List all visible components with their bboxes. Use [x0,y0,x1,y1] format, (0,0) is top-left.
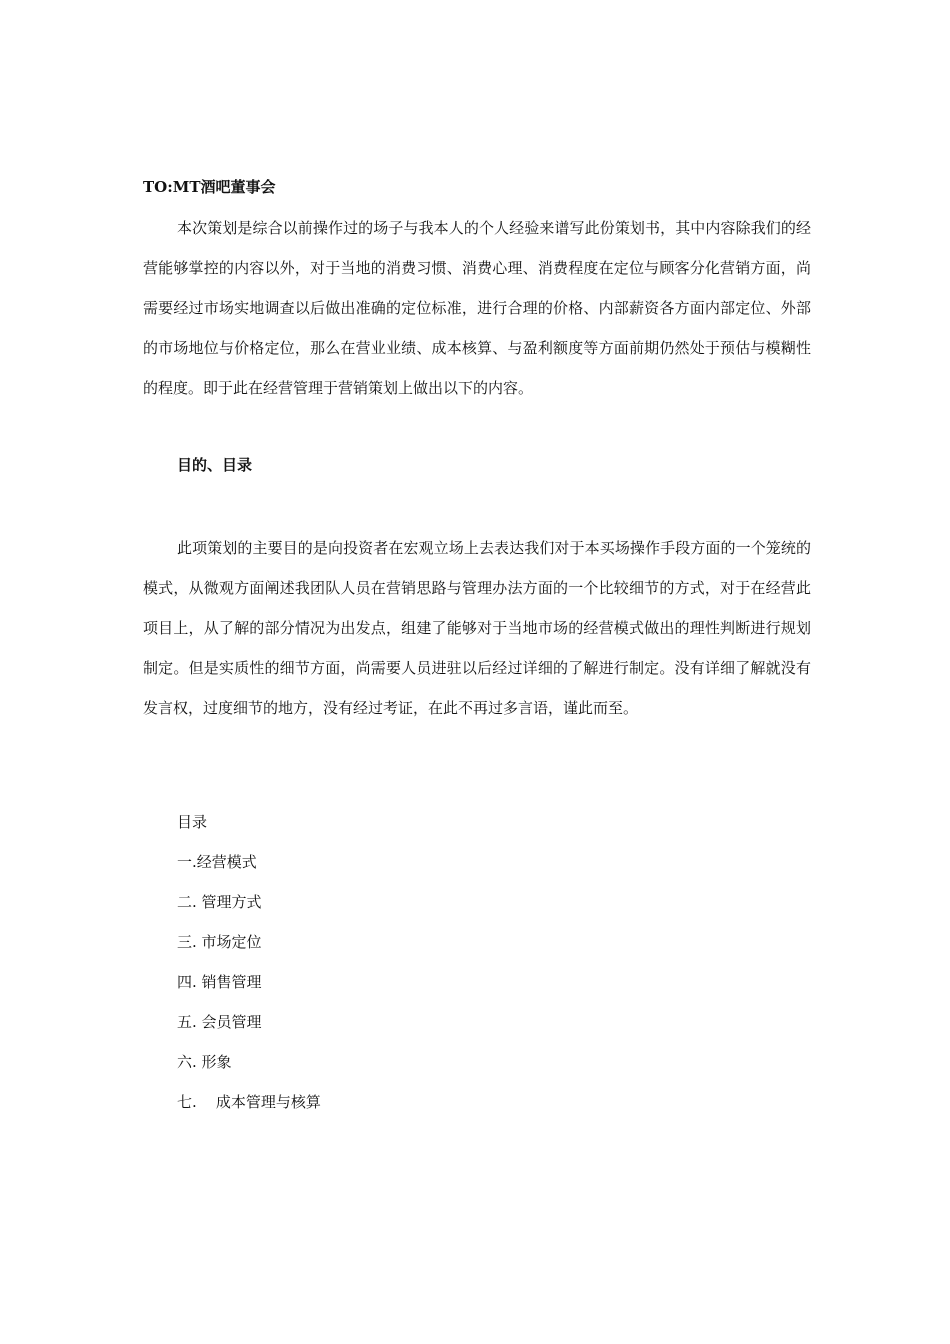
toc-item-5: 五. 会员管理 [177,1013,262,1031]
intro-paragraph: 本次策划是综合以前操作过的场子与我本人的个人经验来谱写此份策划书，其中内容除我们的经营能够掌控的内容以外，对于当地的消费习惯、消费心理、消费程度在定位与顾客分化营销方面，尚需要经过市场实地调查以后做出准确的定位标准，进行合理的价格、内部薪资各方面内部定位、外部的市场地位与价格定位，那么在营业业绩、成本核算、与盈利额度等方面前期仍然处于预估与模糊性的程度。即于此在经营管理于营销策划上做出以下的内容。 [143,219,811,397]
toc-item-4: 四. 销售管理 [177,973,262,991]
toc-item-6: 六. 形象 [177,1053,232,1071]
toc-title: 目录 [177,813,208,831]
addressee-line: TO:MT酒吧董事会 [143,178,276,196]
toc-item-7: 七. 成本管理与核算 [177,1093,321,1111]
toc-item-2: 二. 管理方式 [177,893,262,911]
section-heading: 目的、目录 [177,456,253,474]
toc-item-3: 三. 市场定位 [177,933,262,951]
purpose-paragraph: 此项策划的主要目的是向投资者在宏观立场上去表达我们对于本买场操作手段方面的一个笼统的模式，从微观方面阐述我团队人员在营销思路与管理办法方面的一个比较细节的方式，对于在经营此项目上，从了解的部分情况为出发点，组建了能够对于当地市场的经营模式做出的理性判断进行规划制定。但是实质性的细节方面，尚需要人员进驻以后经过详细的了解进行制定。没有详细了解就没有发言权，过度细节的地方，没有经过考证，在此不再过多言语，谨此而至。 [143,539,811,717]
table-of-contents [177,852,321,1132]
toc-item-1: 一.经营模式 [177,853,257,871]
